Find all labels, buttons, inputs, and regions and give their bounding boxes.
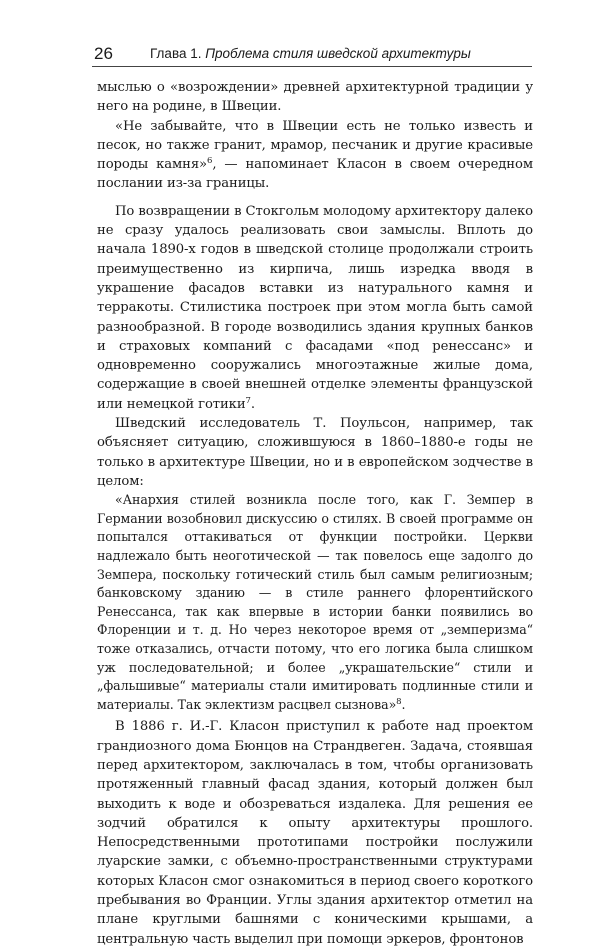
running-header bbox=[92, 42, 532, 67]
paragraph-poulson bbox=[97, 414, 533, 491]
footnote-marker: 8 bbox=[396, 696, 402, 707]
paragraph-text: мыслью о «возрождении» древней архитектурной традиции у него на родине, в Швеции. bbox=[97, 80, 533, 115]
page-number: 26 bbox=[94, 44, 113, 63]
paragraph-text: Шведский исследователь Т. Поульсон, например, так объясняет ситуацию, сложившуюся в 1860–1880-е годы не только в архитектуре Швеции, но и в европейском зодчестве в целом: bbox=[97, 416, 533, 489]
paragraph-tail: . bbox=[250, 396, 255, 412]
footnote-marker: 7 bbox=[245, 395, 251, 406]
paragraph-text: «Не забывайте, что в Швеции есть не только известь и песок, но также гранит, мрамор, песчаник и другие красивые породы камня» bbox=[97, 118, 533, 173]
chapter-label: Глава 1. bbox=[150, 46, 202, 61]
paragraph-block-quote bbox=[97, 491, 533, 714]
paragraph-tail: . bbox=[401, 696, 406, 712]
paragraph-continuation bbox=[97, 78, 533, 117]
paragraph-return-stockholm bbox=[97, 202, 533, 414]
footnote-marker: 6 bbox=[207, 156, 213, 167]
running-head bbox=[150, 46, 471, 61]
body-text bbox=[97, 78, 533, 949]
paragraph-quote-klason bbox=[97, 117, 533, 194]
paragraph-bunz-house bbox=[97, 717, 533, 949]
paragraph-text: В 1886 г. И.-Г. Класон приступил к работе над проектом грандиозного дома Бюнцов на Страндвеген. Задача, стоявшая перед архитектором, заключалась в том, чтобы организовать протяженный главный фасад здания, который должен был выходить к воде и обозреваться издалека. Для решения ее зодчий обратился к опыту архитектуры прошлого. Непосредственными прототипами постройки послужили луарские замки, с объемно-пространственными структурами которых Класон смог ознакомиться в период своего короткого пребывания во Франции. Углы здания архитектор отметил на плане круглыми башнями с коническими крышами, а центральную часть выделил при помощи эркеров, фронтонов bbox=[97, 719, 533, 947]
paragraph-tail: , — напоминает Класон в своем очередном послании из-за границы. bbox=[97, 157, 533, 192]
paragraph-text: По возвращении в Стокгольм молодому архитектору далеко не сразу удалось реализовать свои замыслы. Вплоть до начала 1890-х годов в шведской столице продолжали строить преимущественно из кирпича, лишь изредка вводя в украшение фасадов вставки из натурального камня и терракоты. Стилистика построек при этом могла быть самой разнообразной. В городе возводились здания крупных банков и страховых компаний с фасадами «под ренессанс» и одновременно сооружались многоэтажные жилые дома, содержащие в своей внешней отделке элементы французской или немецкой готики bbox=[97, 203, 533, 412]
chapter-title: Проблема стиля шведской архитектуры bbox=[205, 46, 471, 61]
paragraph-text: «Анархия стилей возникла после того, как Г. Земпер в Германии возобновил дискуссию о стилях. В своей программе он попытался оттакиваться от функции постройки. Церкви надлежало быть неоготической — так повелось еще задолго до Земпера, поскольку готический стиль был самым религиозным; банковскому зданию — в стиле раннего флорентийского Ренессанса, так как впервые в истории банки появились во Флоренции и т. д. Но через некоторое время от „земперизма“ тоже отказались, отчасти потому, что его логика была слишком уж последовательной; и более „украшательские“ стили и „фальшивые“ материалы стали имитировать подлинные стили и материалы. Так эклектизм расцвел сызнова» bbox=[97, 492, 533, 712]
